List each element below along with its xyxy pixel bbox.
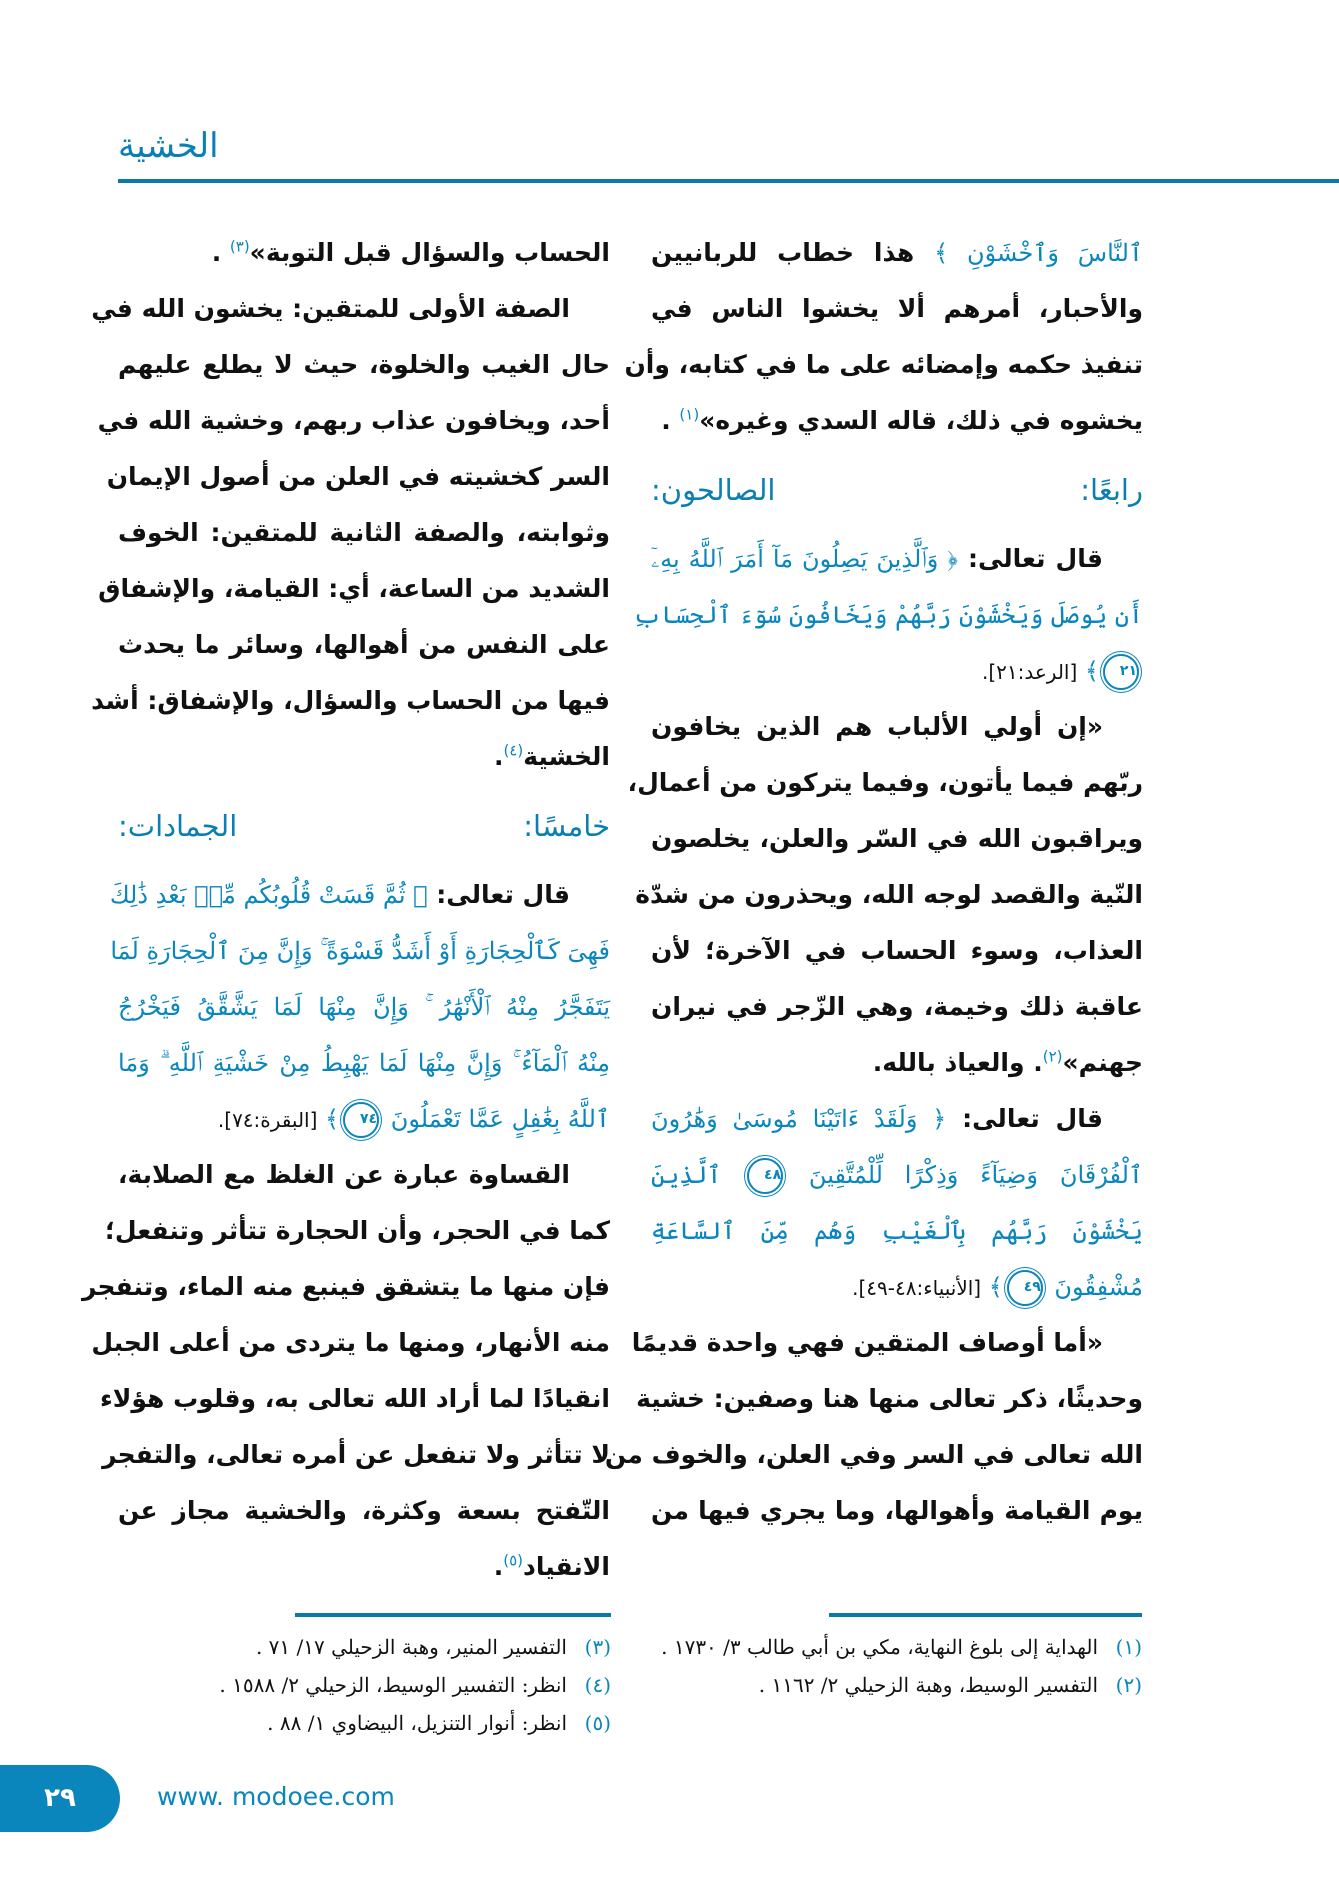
footnote (118, 1666, 611, 1704)
body-text: . (211, 238, 230, 267)
body-text: القساوة عبارة عن الغلظ مع الصلابة، (118, 1160, 570, 1189)
quran-verse: ﴿ وَٱلَّذِينَ يَصِلُونَ مَآ أَمَرَ ٱللَّهُ بِهِۦٓ (651, 545, 958, 573)
quran-verse: ٱلَّذِينَ (651, 1161, 744, 1189)
quran-verse: ﴾ (981, 1273, 1003, 1301)
footnote-text: التفسير الوسيط، وهبة الزحيلي ٢/ ١١٦٢ . (758, 1673, 1098, 1697)
page-number: ٢٩ (0, 1765, 120, 1832)
right-column (604, 225, 1143, 1539)
footnote (118, 1628, 611, 1666)
footnote-rule-right (829, 1613, 1142, 1617)
footnote-number: (٤) (584, 1673, 611, 1697)
quran-verse: يَتَفَجَّرُ مِنْهُ ٱلْأَنْهَٰرُ ۚ وَإِنَّ مِنْهَا لَمَا يَشَّقَّقُ فَيَخْرُجُ (118, 993, 610, 1021)
footnote-ref[interactable]: (١) (679, 405, 700, 424)
footnote (651, 1628, 1142, 1666)
body-text: والأحبار، أمرهم ألا يخشوا الناس في (651, 294, 1143, 323)
text-line (118, 979, 610, 1035)
footnotes-right (651, 1628, 1142, 1704)
body-text: السر كخشيته في العلن من أصول الإيمان (106, 462, 610, 491)
footnote-ref[interactable]: (٤) (503, 741, 524, 760)
body-text: . (661, 406, 680, 435)
body-text: الخشية (523, 742, 610, 771)
body-text: كما في الحجر، وأن الحجارة تتأثر وتنفعل؛ (104, 1216, 610, 1245)
body-text: قال تعالى: (946, 1104, 1104, 1133)
text-line (118, 729, 610, 785)
text-line (118, 617, 610, 673)
text-line (604, 1427, 1143, 1483)
text-line (91, 281, 610, 337)
quran-verse: فَهِىَ كَٱلْحِجَارَةِ أَوْ أَشَدُّ قَسْوَةً ۚ وَإِنَّ مِنَ ٱلْحِجَارَةِ لَمَا (110, 937, 610, 965)
section-heading: رابعًا: الصالحون: (651, 473, 1143, 507)
body-text: عاقبة ذلك وخيمة، وهي الزّجر في نيران (651, 992, 1143, 1021)
footnote (118, 1704, 611, 1742)
body-text: الانقياد (523, 1552, 610, 1581)
body-text: ويراقبون الله في السّر والعلن، يخلصون (651, 824, 1143, 853)
body-text: الشديد من الساعة، أي: القيامة، والإشفاق (98, 574, 610, 603)
footnote-ref[interactable]: (٣) (229, 237, 250, 256)
body-text: العذاب، وسوء الحساب في الآخرة؛ لأن (651, 936, 1143, 965)
body-text: الصفة الأولى للمتقين: يخشون الله في (91, 294, 570, 323)
text-line (651, 1147, 1143, 1203)
text-line (651, 225, 1143, 281)
body-text: . (493, 1552, 504, 1581)
text-line (651, 1203, 1143, 1259)
quran-verse: ﴾ (1077, 657, 1099, 685)
text-line (631, 1315, 1143, 1371)
quran-verse: يَخْشَوْنَ رَبَّهُم بِٱلْغَيْبِ وَهُم مِّنَ ٱلسَّاعَةِ (651, 1217, 1143, 1245)
paragraph (91, 281, 610, 785)
quran-verse: ﴾ (317, 1105, 340, 1133)
body-text: «إن أولي الألباب هم الذين يخافون (651, 712, 1103, 741)
body-text: منه الأنهار، ومنها ما يتردى من أعلى الجبل (91, 1328, 610, 1357)
text-line (118, 1091, 610, 1147)
text-line (636, 1371, 1143, 1427)
body-text: فإن منها ما يتشقق فينبع منه الماء، وتنفجر (81, 1272, 610, 1301)
text-line (651, 1259, 1143, 1315)
quran-verse: ٱلنَّاسَ وَٱخْشَوْنِ ﴾ (934, 239, 1143, 267)
footnote (651, 1666, 1142, 1704)
body-text: وحديثًا، ذكر تعالى منها هنا وصفين: خشية (636, 1384, 1143, 1413)
text-line (102, 1427, 610, 1483)
body-text: التّفتح بسعة وكثرة، والخشية مجاز عن (118, 1496, 610, 1525)
body-text: أحد، ويخافون عذاب ربهم، وخشية الله في (97, 406, 610, 435)
left-column (81, 225, 610, 1595)
footnote-number: (٢) (1115, 1673, 1142, 1697)
body-text: الحساب والسؤال قبل التوبة» (249, 238, 610, 267)
body-text: هذا خطاب للربانيين (651, 238, 935, 267)
text-line (651, 1035, 1143, 1091)
text-line (118, 1147, 610, 1203)
quran-verse: ٱللَّهُ بِغَٰفِلٍ عَمَّا تَعْمَلُونَ (383, 1105, 610, 1133)
text-line (118, 505, 610, 561)
text-line (651, 811, 1143, 867)
website-url[interactable]: www. modoee.com (157, 1782, 395, 1811)
footnote-number: (٣) (584, 1635, 611, 1659)
quran-verse: أَن يُوصَلَ وَيَخْشَوْنَ رَبَّهُمْ وَيَخَافُونَ سُوٓءَ ٱلْحِسَابِ (633, 601, 1143, 629)
text-line (651, 393, 1143, 449)
footnote-text: التفسير المنير، وهبة الزحيلي ١٧/ ٧١ . (255, 1635, 567, 1659)
body-text: انقيادًا لما أراد الله تعالى به، وقلوب هؤلاء (99, 1384, 610, 1413)
text-line (118, 1483, 610, 1539)
body-text: حال الغيب والخلوة، حيث لا يطلع عليهم (118, 350, 610, 379)
text-line (118, 225, 610, 281)
text-line (99, 1371, 610, 1427)
text-line (91, 673, 610, 729)
text-line (627, 755, 1143, 811)
footnote-ref[interactable]: (٥) (503, 1551, 523, 1570)
text-line (106, 449, 610, 505)
text-line (91, 1315, 610, 1371)
verse-citation: [الأنبياء:٤٨-٤٩]. (852, 1276, 982, 1300)
text-line (109, 867, 610, 923)
footnote-number: (٥) (584, 1711, 611, 1735)
text-line (118, 1539, 610, 1595)
text-line (633, 587, 1143, 643)
ayah-number-marker: ٢١ (1103, 654, 1139, 690)
paragraph (624, 225, 1143, 449)
text-line (98, 561, 610, 617)
ayah-number-marker: ٤٩ (1007, 1270, 1043, 1306)
footnote-ref[interactable]: (٢) (1042, 1047, 1063, 1066)
text-line (651, 1091, 1143, 1147)
quran-verse: ﴿ ثُمَّ قَسَتْ قُلُوبُكُم مِّنۢ بَعْدِ ذَٰلِكَ (109, 881, 428, 909)
footnote-text: الهداية إلى بلوغ النهاية، مكي بن أبي طالب ٣/ ١٧٣٠ . (661, 1635, 1098, 1659)
body-text: يخشوه في ذلك، قاله السدي وغيره» (699, 406, 1143, 435)
text-line (97, 393, 610, 449)
text-line (118, 1035, 610, 1091)
body-text: «أما أوصاف المتقين فهي واحدة قديمًا (631, 1328, 1103, 1357)
text-line (104, 1203, 610, 1259)
paragraph (651, 1091, 1143, 1315)
text-line (81, 1259, 610, 1315)
quran-verse: ٱلْفُرْقَانَ وَضِيَآءً وَذِكْرًا لِّلْمُتَّقِينَ (787, 1161, 1143, 1189)
body-text: النّية والقصد لوجه الله، ويحذرون من شدّة (635, 880, 1143, 909)
footnotes-left (118, 1628, 611, 1742)
verse-citation: [البقرة:٧٤]. (217, 1108, 318, 1132)
quran-verse: ﴿ وَلَقَدْ ءَاتَيْنَا مُوسَىٰ وَهَٰرُونَ (651, 1105, 947, 1133)
text-line (635, 867, 1143, 923)
text-line (651, 923, 1143, 979)
body-text: يوم القيامة وأهوالها، وما يجري فيها من (651, 1496, 1143, 1525)
paragraph (81, 1147, 610, 1595)
body-text: على النفس من أهوالها، وسائر ما يحدث (118, 630, 610, 659)
footnote-number: (١) (1115, 1635, 1142, 1659)
footnote-text: انظر: التفسير الوسيط، الزحيلي ٢/ ١٥٨٨ . (219, 1673, 567, 1697)
body-text: تنفيذ حكمه وإمضائه على ما في كتابه، وأن (624, 350, 1143, 379)
text-line (651, 531, 1143, 587)
body-text: . (493, 742, 504, 771)
body-text: الله تعالى في السر وفي العلن، والخوف من (604, 1440, 1143, 1469)
footnote-rule-left (295, 1613, 611, 1617)
paragraph (604, 1315, 1143, 1539)
text-line (624, 337, 1143, 393)
running-header-title: الخشية (118, 126, 219, 166)
text-line (651, 699, 1143, 755)
ayah-number-marker: ٤٨ (747, 1158, 783, 1194)
quran-verse: مُشْفِقُونَ (1046, 1273, 1143, 1301)
paragraph (627, 699, 1143, 1091)
header-rule (118, 179, 1339, 183)
body-text: . والعياذ بالله. (872, 1048, 1043, 1077)
body-text: وثوابته، والصفة الثانية للمتقين: الخوف (118, 518, 610, 547)
footnote-text: انظر: أنوار التنزيل، البيضاوي ١/ ٨٨ . (267, 1711, 567, 1735)
section-heading: خامسًا: الجمادات: (118, 809, 610, 843)
text-line (651, 1483, 1143, 1539)
verse-citation: [الرعد:٢١]. (981, 660, 1078, 684)
paragraph (109, 867, 610, 1147)
quran-verse: مِنْهُ ٱلْمَآءُ ۚ وَإِنَّ مِنْهَا لَمَا يَهْبِطُ مِنْ خَشْيَةِ ٱللَّهِ ۗ وَمَا (118, 1049, 610, 1077)
ayah-number-marker: ٧٤ (343, 1102, 379, 1138)
body-text: لا تتأثر ولا تنفعل عن أمره تعالى، والتفجر (102, 1440, 610, 1469)
paragraph (118, 225, 610, 281)
text-line (651, 281, 1143, 337)
text-line (651, 643, 1143, 699)
paragraph (633, 531, 1143, 699)
body-text: ربّهم فيما يأتون، وفيما يتركون من أعمال، (627, 768, 1143, 797)
text-line (110, 923, 610, 979)
text-line (651, 979, 1143, 1035)
body-text: فيها من الحساب والسؤال، والإشفاق: أشد (91, 686, 610, 715)
body-text: جهنم» (1062, 1048, 1143, 1077)
body-text: قال تعالى: (427, 880, 570, 909)
body-text: قال تعالى: (957, 544, 1103, 573)
text-line (118, 337, 610, 393)
